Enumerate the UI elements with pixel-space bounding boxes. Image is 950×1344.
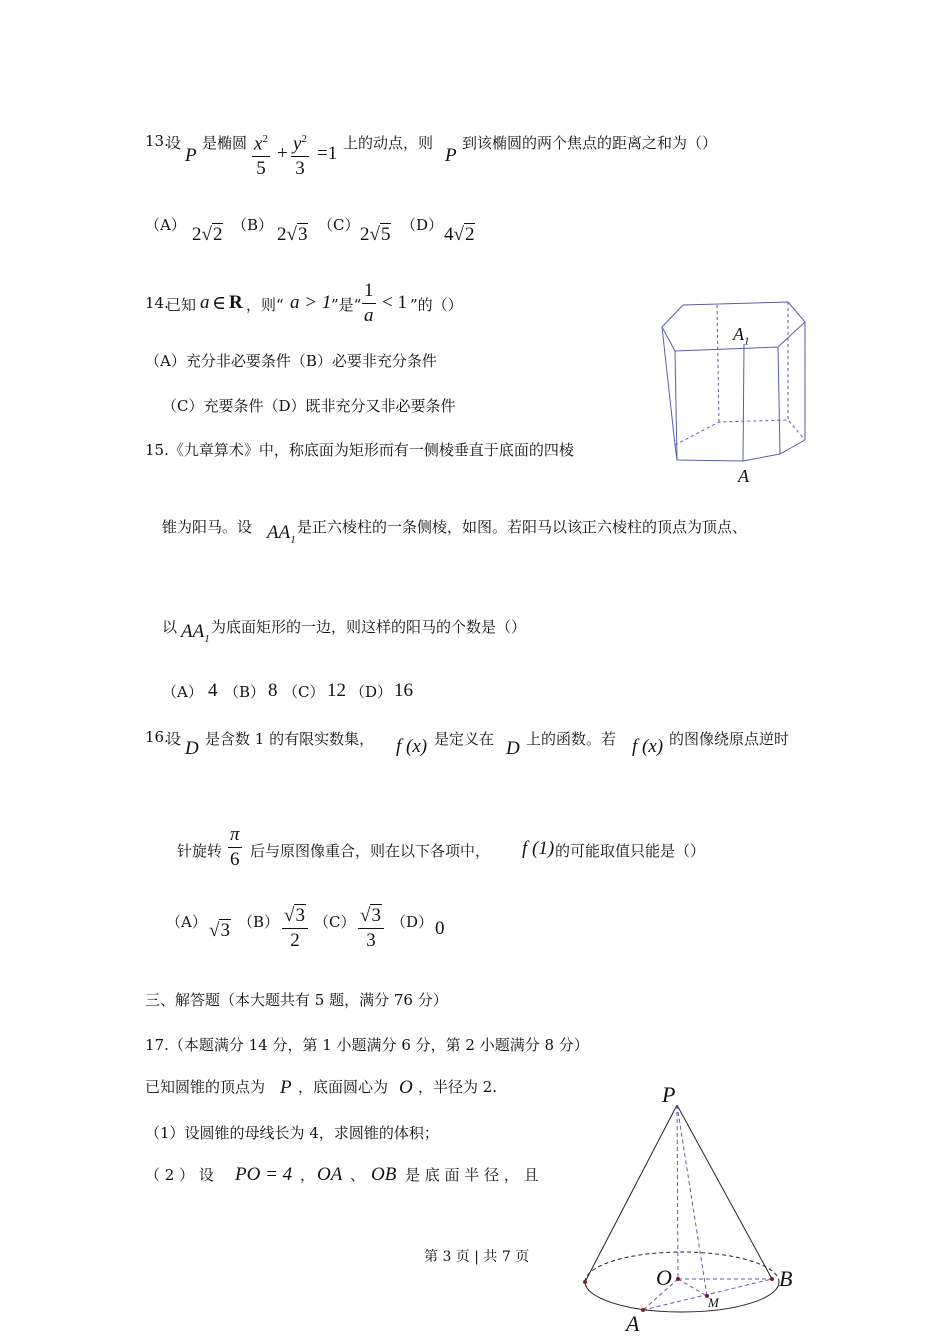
q13-a-rad: 2 bbox=[212, 224, 223, 245]
q15-aa1-2 bbox=[181, 621, 210, 645]
cone-base-back-arc bbox=[585, 1252, 779, 1282]
q16-f1: f (1) bbox=[522, 838, 555, 859]
q14-options-line-2: （C）充要条件（D）既非充分又非必要条件 bbox=[162, 397, 456, 415]
q14-reals: R bbox=[229, 292, 243, 313]
q16-fx-2: f (x) bbox=[632, 736, 664, 757]
q16-b-den: 2 bbox=[290, 930, 300, 951]
q17-text-1: 已知圆锥的顶点为 bbox=[145, 1078, 266, 1096]
q14-number: 14. bbox=[145, 294, 169, 312]
prism-bottom-visible bbox=[675, 440, 805, 461]
q16-c-num: √3 bbox=[358, 905, 384, 929]
q14-text-4: ”的（） bbox=[410, 296, 463, 314]
q16-c-rad: 3 bbox=[371, 905, 381, 926]
q16-text-7: 后与原图像重合，则在以下各项中， bbox=[250, 842, 491, 860]
q17-part-2b: ， bbox=[300, 1166, 316, 1184]
q13-fraction-x2-5 bbox=[252, 128, 270, 181]
prism-label-a1-sub: 1 bbox=[744, 335, 750, 348]
cone-figure bbox=[575, 1095, 795, 1344]
q15-aa-2: AA bbox=[181, 621, 205, 642]
q16-a-rad: 3 bbox=[220, 920, 230, 941]
q17-heading: 17.（本题满分 14 分，第 1 小题满分 6 分，第 2 小题满分 8 分） bbox=[145, 1036, 589, 1054]
cone-label-o: O bbox=[656, 1265, 672, 1290]
q16-fx: f (x) bbox=[396, 736, 428, 757]
q13-option-b-value: 2√3 bbox=[277, 224, 308, 245]
q13-x: x bbox=[254, 133, 263, 155]
prism-bottom-hidden bbox=[675, 420, 805, 445]
cone-height-po bbox=[677, 1105, 678, 1279]
q13-text-3: 上的动点，则 bbox=[343, 134, 434, 152]
q15-option-d-label: （D） bbox=[350, 683, 393, 701]
q13-b-rad: 3 bbox=[297, 224, 308, 245]
q16-var-d2: D bbox=[506, 738, 520, 759]
q17-oa: OA bbox=[317, 1164, 343, 1185]
q17-ob: OB bbox=[371, 1164, 397, 1185]
q17-part-2d: 是 底 面 半 径 ， 且 bbox=[405, 1166, 539, 1184]
q13-text-2: 是椭圆 bbox=[202, 134, 248, 152]
q15-text-3b: 为底面矩形的一边，则这样的阳马的个数是（） bbox=[211, 618, 527, 636]
q13-option-a-value: 2√2 bbox=[192, 224, 223, 245]
q16-option-c-label: （C） bbox=[314, 913, 356, 931]
q16-text-3: 是定义在 bbox=[434, 730, 495, 748]
q14-text-3: ”是“ bbox=[331, 296, 362, 314]
q16-fraction-pi-6 bbox=[228, 824, 242, 872]
q17-text-2: ，底面圆心为 bbox=[298, 1078, 389, 1096]
q15-option-c-label: （C） bbox=[283, 683, 325, 701]
q13-fraction-y2-3 bbox=[291, 128, 309, 181]
q13-y-exp: 2 bbox=[301, 133, 307, 145]
q15-line-1: 15.《九章算术》中，称底面为矩形而有一侧棱垂直于底面的四棱 bbox=[145, 441, 574, 459]
q13-d-rad: 2 bbox=[464, 224, 475, 245]
q14-fraction-1-a bbox=[362, 280, 376, 328]
prism-hidden-edge bbox=[717, 305, 719, 422]
prism-edge bbox=[778, 347, 780, 454]
q16-option-a-label: （A） bbox=[166, 913, 207, 931]
q15-aa: AA bbox=[267, 522, 291, 543]
q13-option-d-value: 4√2 bbox=[444, 224, 475, 245]
prism-label-a1 bbox=[733, 324, 750, 348]
cone-point-b bbox=[770, 1277, 774, 1281]
q16-option-b-label: （B） bbox=[238, 913, 280, 931]
cone-right-generatrix bbox=[677, 1105, 772, 1279]
q15-aa-sub: 1 bbox=[290, 533, 296, 546]
q16-text-4: 上的函数。若 bbox=[526, 730, 617, 748]
page-footer: 第 3 页 | 共 7 页 bbox=[424, 1249, 530, 1265]
q16-option-a-value: √3 bbox=[209, 920, 230, 941]
q16-option-d-value: 0 bbox=[435, 918, 445, 939]
q13-option-c-label: （C） bbox=[318, 216, 360, 234]
cone-point-left bbox=[583, 1280, 587, 1284]
q14-in: ∈ bbox=[212, 293, 227, 314]
q13-c-rad: 5 bbox=[380, 224, 391, 245]
q15-text-2a: 锥为阳马。设 bbox=[162, 518, 253, 536]
q15-option-b-label: （B） bbox=[224, 683, 266, 701]
q17-part-1: （1）设圆锥的母线长为 4，求圆锥的体积； bbox=[145, 1124, 439, 1142]
q14-cond-1: a > 1 bbox=[290, 292, 332, 313]
q16-option-b-value bbox=[282, 905, 308, 953]
cone-label-p: P bbox=[662, 1082, 676, 1107]
q13-option-c-value: 2√5 bbox=[360, 224, 391, 245]
cone-line-pm bbox=[677, 1105, 707, 1296]
q15-option-d-value: 16 bbox=[394, 680, 413, 701]
q14-var-a: a bbox=[200, 292, 210, 313]
q13-c-coef: 2 bbox=[360, 224, 370, 245]
q13-var-p2: P bbox=[445, 145, 457, 166]
q17-text-3: ，半径为 2. bbox=[418, 1078, 498, 1096]
q14-one: 1 bbox=[362, 280, 376, 304]
q13-den-3: 3 bbox=[295, 158, 305, 180]
q17-var-o: O bbox=[399, 1077, 413, 1098]
prism-label-a: A bbox=[738, 466, 749, 486]
q13-den-5: 5 bbox=[256, 158, 266, 180]
q13-x-exp: 2 bbox=[262, 133, 268, 145]
q14-den-a: a bbox=[364, 305, 374, 326]
q16-text-5: 的图像绕原点逆时 bbox=[669, 730, 790, 748]
q17-part-2c: 、 bbox=[350, 1166, 366, 1184]
q13-b-coef: 2 bbox=[277, 224, 287, 245]
q16-var-d: D bbox=[185, 738, 199, 759]
q13-option-d-label: （D） bbox=[401, 216, 444, 234]
q13-plus: + bbox=[277, 143, 288, 164]
cone-line-om bbox=[678, 1279, 707, 1296]
q16-option-c-value bbox=[358, 905, 384, 953]
q14-text-1: 已知 bbox=[166, 296, 197, 314]
q13-text-4: 到该椭圆的两个焦点的距离之和为（） bbox=[462, 134, 718, 152]
q17-po: PO = 4 bbox=[235, 1164, 293, 1185]
q15-aa-sub-2: 1 bbox=[204, 632, 210, 645]
prism-edge bbox=[662, 327, 675, 445]
cone-base-front-arc bbox=[585, 1282, 779, 1312]
q14-lt1: < 1 bbox=[382, 292, 407, 313]
q16-option-d-label: （D） bbox=[391, 913, 434, 931]
prism-label-a1-letter: A bbox=[733, 324, 744, 344]
q15-option-a-value: 4 bbox=[208, 680, 218, 701]
q16-text-1: 设 bbox=[166, 730, 182, 748]
section-3-heading: 三、解答题（本大题共有 5 题，满分 76 分） bbox=[145, 991, 448, 1009]
q13-a-coef: 2 bbox=[192, 224, 202, 245]
q16-text-2: 是含数 1 的有限实数集， bbox=[205, 730, 375, 748]
q14-text-2: ，则“ bbox=[246, 296, 284, 314]
q14-options-line-1: （A）充分非必要条件（B）必要非充分条件 bbox=[145, 352, 437, 370]
q15-option-c-value: 12 bbox=[327, 680, 346, 701]
q16-b-rad: 3 bbox=[295, 905, 305, 926]
cone-point-a bbox=[641, 1308, 645, 1312]
q15-aa1 bbox=[267, 522, 296, 546]
q16-number: 16. bbox=[145, 728, 169, 746]
cone-left-generatrix bbox=[585, 1105, 677, 1282]
q17-part-2a: （ 2 ） 设 bbox=[145, 1166, 214, 1184]
q15-option-b-value: 8 bbox=[268, 680, 278, 701]
q13-d-coef: 4 bbox=[444, 224, 454, 245]
q16-text-6: 针旋转 bbox=[177, 842, 223, 860]
cone-label-m: M bbox=[708, 1295, 719, 1310]
q16-six: 6 bbox=[230, 849, 240, 870]
q13-y: y bbox=[293, 133, 302, 155]
q13-option-b-label: （B） bbox=[232, 216, 274, 234]
q13-number: 13. bbox=[145, 132, 169, 150]
q17-var-p: P bbox=[280, 1077, 292, 1098]
q13-eq1: =1 bbox=[317, 143, 338, 164]
cone-label-b: B bbox=[779, 1266, 793, 1291]
q13-var-p: P bbox=[185, 145, 197, 166]
q15-text-2b: 是正六棱柱的一条侧棱，如图。若阳马以该正六棱柱的顶点为顶点、 bbox=[297, 518, 748, 536]
q16-pi: π bbox=[228, 824, 242, 848]
q15-text-3a: 以 bbox=[162, 618, 178, 636]
cone-label-a: A bbox=[626, 1311, 640, 1336]
q13-text-1: 设 bbox=[166, 134, 182, 152]
q13-option-a-label: （A） bbox=[145, 216, 186, 234]
prism-edge-aa1 bbox=[743, 344, 744, 461]
cone-point-o bbox=[676, 1277, 680, 1281]
q15-option-a-label: （A） bbox=[162, 683, 203, 701]
q16-c-den: 3 bbox=[366, 930, 376, 951]
q16-text-8: 的可能取值只能是（） bbox=[555, 842, 706, 860]
q16-b-num: √3 bbox=[282, 905, 308, 929]
